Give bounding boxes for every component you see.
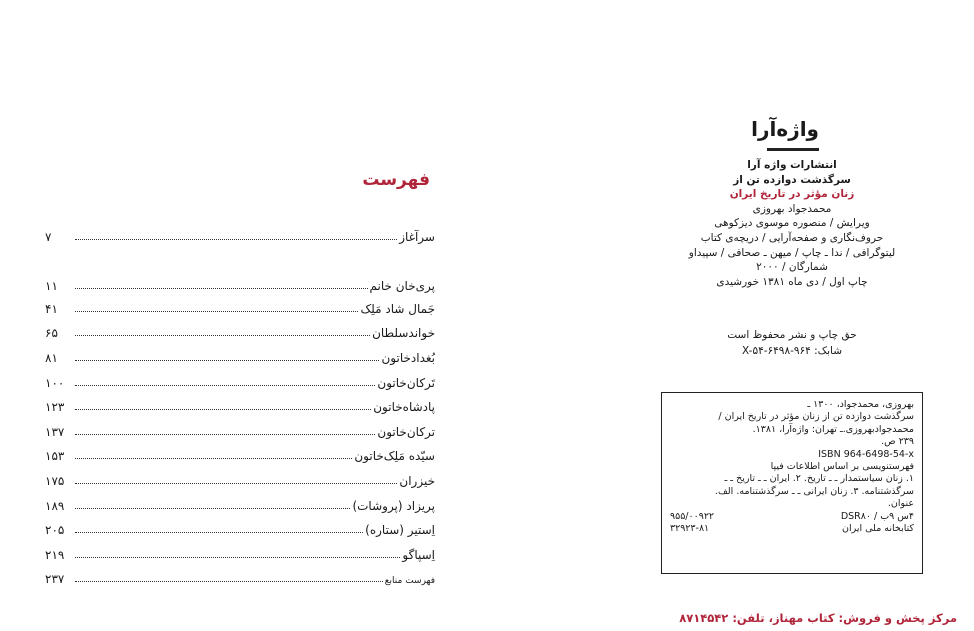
cip-line: فهرستنویسی بر اساس اطلاعات فیپا (770, 461, 914, 473)
toc-leader-dots (75, 360, 379, 361)
editor-credit: ویرایش / منصوره موسوی دیزکوهی (714, 217, 870, 230)
cip-class-code: ۴س ۹ب / DSR۸۰ (840, 510, 914, 522)
book-title-line-1: سرگذشت دوازده تن از (733, 173, 851, 186)
cip-library-name: کتابخانه ملی ایران (841, 523, 914, 535)
toc-leader-dots (75, 458, 352, 459)
toc-leader-dots (75, 532, 363, 533)
toc-entry-title: سیّده مَلِک‌خاتون (354, 449, 435, 463)
toc-leader-dots (75, 311, 358, 312)
toc-entry-page: ۱۲۳ (45, 400, 65, 414)
toc-entry-title: پادشاه‌خاتون (373, 400, 435, 414)
typesetting-credit: حروف‌نگاری و صفحه‌آرایی / دریچه‌ی کتاب (700, 231, 884, 244)
cip-line: سرگذشت دوازده تن از زنان مؤثر در تاریخ ایران / (718, 411, 914, 423)
toc-leader-dots (75, 581, 383, 582)
toc-entry-title: سرآغاز (399, 230, 435, 244)
toc-entry-page: ۶۵ (45, 326, 58, 340)
toc-leader-dots (75, 409, 371, 410)
toc-entry-title: اِستیر (ستاره) (365, 523, 435, 537)
toc-leader-dots (75, 557, 400, 558)
toc-entry-page: ۲۱۹ (45, 548, 65, 562)
toc-entry-title: پریزاد (پروشات) (352, 499, 435, 513)
cip-dewey-number: ۹۵۵/۰۰۹۲۲ (670, 510, 715, 522)
toc-entry (45, 298, 435, 316)
cip-library-row (670, 523, 914, 535)
book-title-line-2: زنان مؤثر در تاریخ ایران (729, 188, 855, 201)
toc-leader-dots (75, 335, 370, 336)
toc-entry (45, 568, 435, 586)
toc-leader-dots (75, 508, 350, 509)
toc-entry (45, 519, 435, 537)
cip-line: بهروزی، محمدجواد، ۱۳۰۰ ـ (807, 399, 914, 410)
cip-classification (670, 511, 914, 523)
toc-entry-title: تَرکان‌خاتون (377, 376, 435, 390)
toc-entry-page: ۱۱ (45, 279, 58, 293)
publisher-logo: واژه‌آرا (767, 112, 819, 151)
toc-title: فهرست (362, 170, 430, 190)
toc-entry-page: ۷ (45, 230, 52, 244)
toc-leader-dots (75, 385, 375, 386)
toc-entry-title: خواندسلطان (372, 326, 435, 340)
print-run: شمارگان / ۲۰۰۰ (756, 261, 828, 274)
toc-entry-title: بُغدادخاتون (381, 351, 435, 365)
toc-entry-title: اِسپاگو (402, 548, 435, 562)
toc-entry-title: فهرست منابع (384, 576, 435, 586)
copyright-notice: حق چاپ و نشر محفوظ است (727, 329, 857, 341)
edition-info: چاپ اول / دی ماه ۱۳۸۱ خورشیدی (716, 275, 868, 288)
cip-library-number: ۳۲۹۲۳-۸۱ (670, 523, 710, 535)
toc-entry (45, 421, 435, 439)
toc-entry-title: پری‌خان خانم (369, 279, 435, 293)
toc-entry-page: ۲۳۷ (45, 572, 65, 586)
toc-leader-dots (75, 434, 375, 435)
toc-entry (45, 495, 435, 513)
distribution-info: مرکز پخش و فروش: کتاب مهناز، تلفن: ۸۷۱۴۵۴۲ (679, 611, 957, 625)
toc-entry (45, 470, 435, 488)
toc-entry-title: خیزران (399, 474, 435, 488)
toc-entry (45, 372, 435, 390)
toc-entry (45, 544, 435, 562)
cip-line: عنوان. (887, 498, 914, 510)
printing-credit: لیتوگرافی / ندا ـ چاپ / میهن ـ صحافی / سپیداو (688, 246, 896, 259)
cataloging-record-box (661, 392, 923, 574)
isbn-line: شابک: X-۵۴-۶۴۹۸-۹۶۴ (742, 345, 842, 357)
toc-entry-page: ۴۱ (45, 302, 58, 316)
toc-entry-title: جَمال شاد مَلِک (360, 302, 435, 316)
cip-line: سرگذشتنامه. ۳. زنان ایرانی ـ ـ سرگذشتنامه. الف. (714, 485, 914, 497)
toc-leader-dots (75, 239, 397, 240)
toc-entry (45, 445, 435, 463)
toc-leader-dots (75, 288, 368, 289)
cip-line: ۲۳۹ ص. (881, 436, 914, 448)
toc-entry-page: ۱۳۷ (45, 425, 65, 439)
toc-entry-page: ۱۵۳ (45, 449, 65, 463)
toc-entry (45, 347, 435, 365)
toc-entry-page: ۲۰۵ (45, 523, 65, 537)
copyright-page (487, 0, 974, 631)
toc-entry (45, 396, 435, 414)
toc-entry-title: ترکان‌خاتون (377, 425, 435, 439)
toc-entry-page: ۱۷۵ (45, 474, 65, 488)
cip-isbn: ISBN 964-6498-54-x (818, 448, 914, 460)
toc-leader-dots (75, 483, 397, 484)
toc-entry-page: ۱۸۹ (45, 499, 65, 513)
author-name: محمدجواد بهروزی (752, 202, 832, 215)
toc-entry (45, 226, 435, 244)
cip-line: ۱. زنان سیاستمدار ـ ـ تاریخ. ۲. ایران ـ ـ تاریخ ـ ـ (724, 473, 914, 485)
toc-entry (45, 322, 435, 340)
toc-entry-page: ۱۰۰ (45, 376, 65, 390)
rights-block (637, 327, 947, 359)
publisher-name: انتشارات واژه آرا (747, 159, 837, 171)
colophon (637, 158, 947, 289)
toc-entry-page: ۸۱ (45, 351, 58, 365)
toc-entry (45, 275, 435, 293)
cip-line: محمدجوادبهروزی.ـ تهران: واژه‌آرا، ۱۳۸۱. (752, 423, 914, 435)
